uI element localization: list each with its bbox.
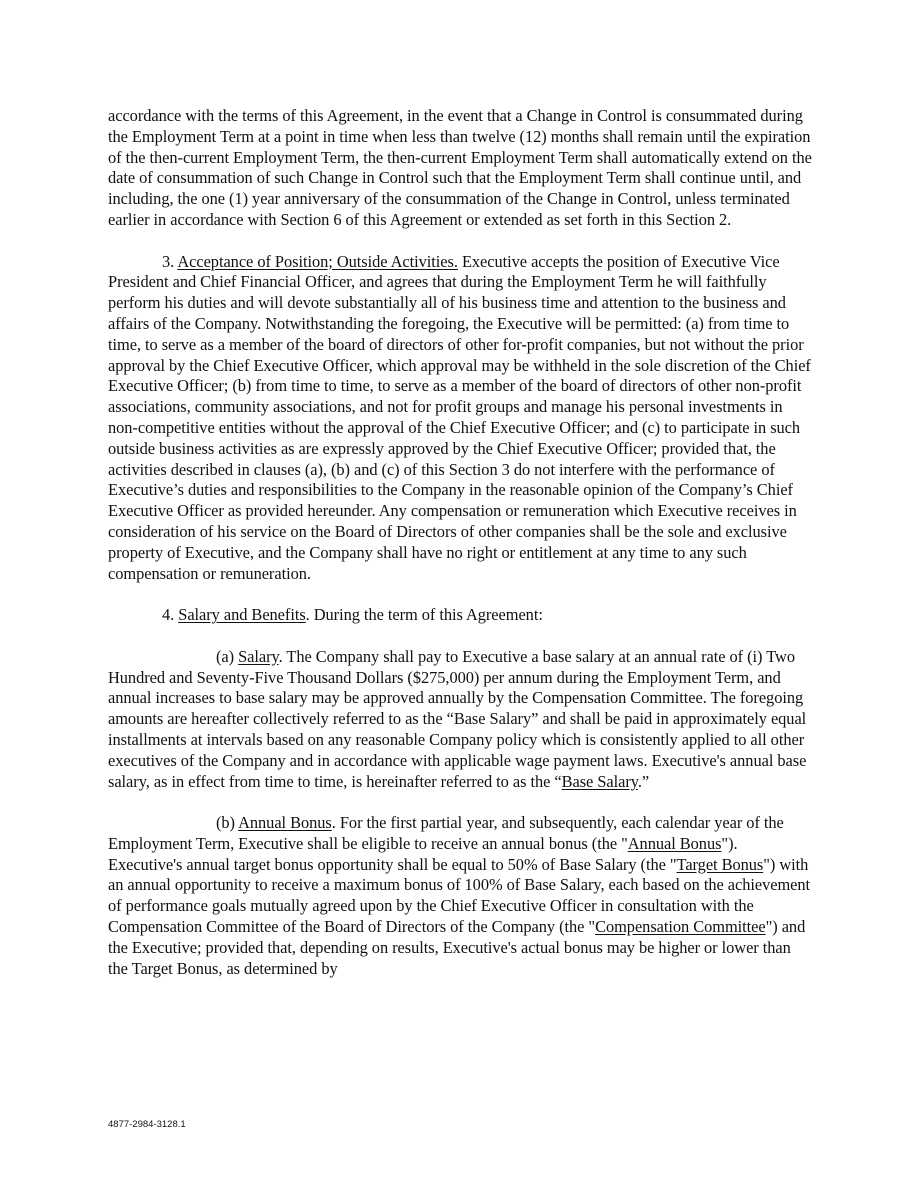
section-text: . During the term of this Agreement: [305, 605, 543, 625]
paragraph-text: accordance with the terms of this Agreement, in the event that a Change in Control is consummated during the Employment Term at a point in time when less than twelve (12) months shall remain until the expiration of the then-current Employment Term, the then-current Employment Term shall automatically extend on the date of consummation of such Change in Control such that the Employment Term shall continue until, and including, the one (1) year anniversary of the consummation of the Change in Control, unless terminated earlier in accordance with Section 6 of this Agreement or extended as set forth in this Section 2. [108, 106, 812, 229]
subsection-text: "). Executive's annual target bonus opportunity shall be equal to 50% of Base Salary (the " [108, 833, 738, 874]
subsection-number: (a) [216, 646, 239, 666]
section-4a-paragraph [108, 647, 812, 793]
section-4b-paragraph [108, 813, 812, 979]
section-text: Executive accepts the position of Executive Vice President and Chief Financial Officer, and agrees that during the Employment Term he will faithfully perform his duties and will devote substantially all of his business time and attention to the business and affairs of the Company. Notwithstanding the foregoing, the Executive will be permitted: (a) from time to time, to serve as a member of the board of directors of other for-profit companies, but not without the prior approval by the Chief Executive Officer, which approval may be withheld in the sole discretion of the Chief Executive Officer; (b) from time to time, to serve as a member of the board of directors of other non-profit associations, community associations, and not for profit groups and manage his personal investments in non-competitive entities without the approval of the Chief Executive Officer; and (c) to participate in such outside business activities as are expressly approved by the Chief Executive Officer; provided that, the activities described in clauses (a), (b) and (c) of this Section 3 do not interfere with the performance of Executive’s duties and responsibilities to the Company in the reasonable opinion of the Company’s Chief Executive Officer as provided hereunder. Any compensation or remuneration which Executive receives in consideration of his service on the Board of Directors of other companies shall be the sole and exclusive property of Executive, and the Company shall have no right or entitlement at any time to any such compensation or remuneration. [108, 251, 811, 583]
subsection-text: ") with an annual opportunity to receive a maximum bonus of 100% of Base Salary, each based on the achievement of performance goals mutually agreed upon by the Chief Executive Officer in consultation with the Compensation Committee of the Board of Directors of the Company (the " [108, 854, 811, 937]
subsection-text: . The Company shall pay to Executive a base salary at an annual rate of (i) Two Hundred and Seventy-Five Thousand Dollars ($275,000) per annum during the Employment Term, and annual increases to base salary may be approved annually by the Compensation Committee. The foregoing amounts are hereafter collectively referred to as the “Base Salary” and shall be paid in approximately equal installments at intervals based on any reasonable Company policy which is consistently applied to all other executives of the Company and in accordance with applicable wage payment laws. Executive's annual base salary, as in effect from time to time, is hereinafter referred to as the “ [108, 646, 807, 791]
subsection-text: ") and the Executive; provided that, depending on results, Executive's actual bonus may be higher or lower than the Target Bonus, as determined by [108, 917, 806, 978]
defined-term: Compensation Committee [595, 917, 766, 937]
section-number: 3. [162, 251, 178, 271]
document-body [108, 106, 812, 1000]
section-heading: Salary and Benefits [178, 605, 306, 625]
subsection-number: (b) [216, 813, 239, 833]
subsection-text-end: .” [637, 771, 650, 791]
defined-term: Annual Bonus [627, 833, 722, 853]
defined-term: Base Salary [561, 771, 638, 791]
paragraph-continuation [108, 106, 812, 231]
defined-term: Target Bonus [676, 854, 764, 874]
section-4-paragraph [108, 605, 812, 626]
section-heading: Acceptance of Position; Outside Activities. [177, 251, 458, 271]
subsection-heading: Annual Bonus [238, 813, 332, 833]
subsection-text: . For the first partial year, and subsequently, each calendar year of the Employment Term, Executive shall be eligible to receive an annual bonus (the " [108, 813, 784, 853]
subsection-heading: Salary [238, 646, 279, 666]
document-id-footer: 4877-2984-3128.1 [108, 1119, 186, 1130]
section-3-paragraph [108, 252, 812, 585]
section-number: 4. [162, 605, 179, 625]
